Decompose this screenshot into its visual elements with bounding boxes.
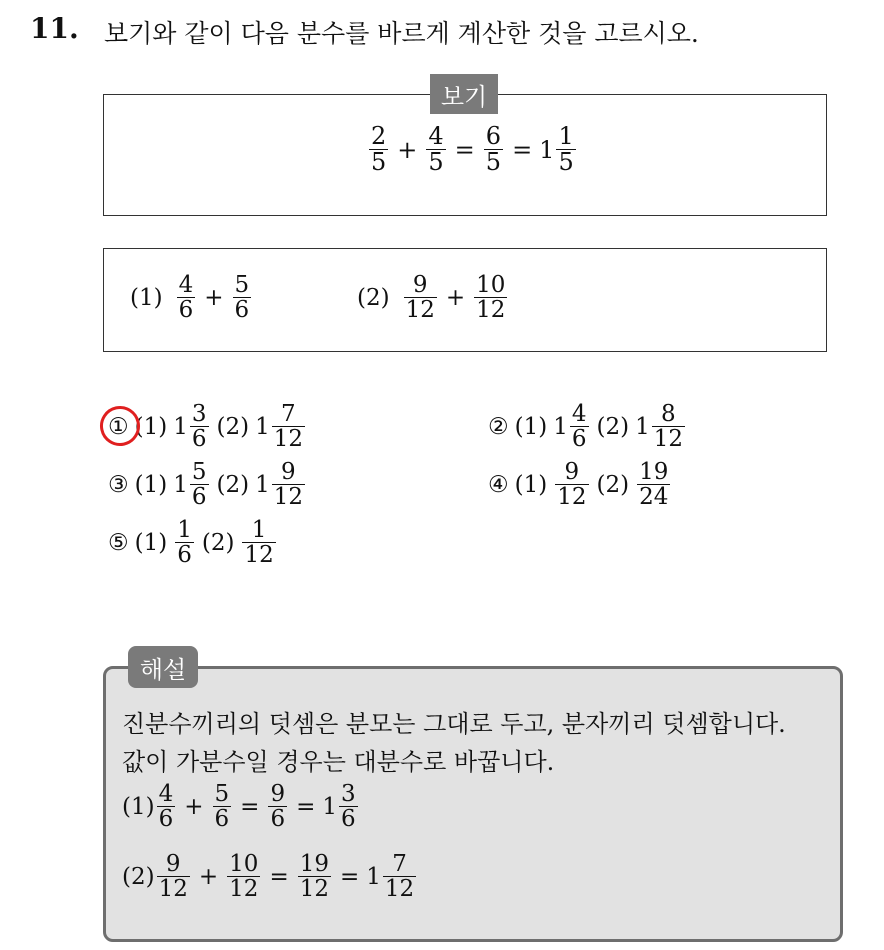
- choice-number: ⑤: [108, 529, 129, 556]
- choice-part-label: (2): [216, 413, 250, 440]
- mixed-whole: 1: [366, 863, 381, 890]
- choice-4[interactable]: [488, 460, 672, 509]
- fraction: $\frac{2}{5}$: [371, 122, 387, 177]
- fraction: $\frac{4}{6}$: [571, 401, 587, 453]
- question-number: 11.: [30, 12, 79, 45]
- solution-equation-1: [122, 782, 360, 831]
- mixed-whole: 1: [322, 793, 337, 820]
- fraction: $\frac{4}{5}$: [428, 122, 444, 177]
- mixed-whole: 1: [635, 413, 650, 440]
- equation-label: (1): [122, 793, 155, 820]
- solution-equation-2: [122, 852, 418, 901]
- fraction: $\frac{1}{5}$: [558, 122, 574, 177]
- choice-number: ②: [488, 413, 509, 440]
- equals-sign: =: [512, 135, 533, 164]
- choice-part-label: (2): [201, 529, 235, 556]
- choice-part-label: (2): [216, 471, 250, 498]
- choice-part-label: (1): [514, 413, 548, 440]
- mixed-whole: 1: [539, 135, 555, 164]
- fraction: $\frac{10}{12}$: [476, 272, 506, 324]
- choice-part-label: (2): [596, 413, 630, 440]
- problem-1: [130, 273, 253, 322]
- solution-label: 해설: [128, 646, 198, 688]
- equals-sign: =: [296, 793, 316, 820]
- example-label: 보기: [430, 74, 498, 114]
- choice-part-label: (1): [134, 413, 168, 440]
- choice-2[interactable]: [488, 402, 687, 451]
- fraction: $\frac{10}{12}$: [229, 851, 259, 903]
- problem-label: (1): [130, 284, 163, 311]
- fraction: $\frac{4}{6}$: [158, 781, 174, 833]
- mixed-whole: 1: [553, 413, 568, 440]
- mixed-whole: 1: [173, 471, 188, 498]
- fraction: $\frac{9}{12}$: [273, 459, 304, 511]
- equals-sign: =: [454, 135, 475, 164]
- fraction: $\frac{5}{6}$: [191, 459, 207, 511]
- plus-sign: +: [445, 284, 466, 311]
- fraction: $\frac{9}{12}$: [158, 851, 188, 903]
- fraction: $\frac{3}{6}$: [191, 401, 207, 453]
- choice-number: ③: [108, 471, 129, 498]
- fraction: $\frac{19}{12}$: [299, 851, 329, 903]
- fraction: $\frac{19}{24}$: [639, 459, 669, 511]
- fraction: $\frac{9}{12}$: [405, 272, 435, 324]
- choice-number: ④: [488, 471, 509, 498]
- equals-sign: =: [269, 863, 289, 890]
- fraction: $\frac{9}{12}$: [557, 459, 587, 511]
- fraction: $\frac{7}{12}$: [273, 401, 304, 453]
- choice-part-label: (1): [514, 471, 548, 498]
- mixed-whole: 1: [173, 413, 188, 440]
- fraction: $\frac{5}{6}$: [234, 272, 250, 324]
- fraction: $\frac{7}{12}$: [384, 851, 415, 903]
- fraction: $\frac{6}{5}$: [485, 122, 502, 177]
- problem-label: (2): [357, 284, 390, 311]
- plus-sign: +: [198, 863, 219, 890]
- fraction: $\frac{1}{12}$: [244, 517, 274, 569]
- equation-label: (2): [122, 863, 155, 890]
- choice-part-label: (1): [134, 529, 168, 556]
- equals-sign: =: [340, 863, 360, 890]
- equals-sign: =: [240, 793, 260, 820]
- plus-sign: +: [397, 135, 418, 164]
- choice-part-label: (2): [596, 471, 630, 498]
- choice-part-label: (1): [134, 471, 168, 498]
- problem-2: [357, 273, 509, 322]
- choice-3[interactable]: [108, 460, 307, 509]
- choice-5[interactable]: [108, 518, 278, 567]
- choice-number: ①: [108, 413, 129, 440]
- plus-sign: +: [204, 284, 224, 311]
- plus-sign: +: [184, 793, 204, 820]
- solution-line-1: 진분수끼리의 덧셈은 분모는 그대로 두고, 분자끼리 덧셈합니다.: [122, 710, 786, 738]
- question-text: 보기와 같이 다음 분수를 바르게 계산한 것을 고르시오.: [104, 19, 699, 48]
- fraction: $\frac{9}{6}$: [270, 781, 286, 833]
- fraction: $\frac{5}{6}$: [214, 781, 230, 833]
- fraction: $\frac{8}{12}$: [653, 401, 684, 453]
- solution-line-2: 값이 가분수일 경우는 대분수로 바꿉니다.: [122, 748, 555, 776]
- fraction: $\frac{1}{6}$: [177, 517, 192, 569]
- fraction: $\frac{3}{6}$: [341, 781, 356, 833]
- fraction: $\frac{4}{6}$: [178, 272, 194, 324]
- mixed-whole: 1: [255, 413, 270, 440]
- mixed-whole: 1: [255, 471, 270, 498]
- example-equation: [367, 124, 578, 175]
